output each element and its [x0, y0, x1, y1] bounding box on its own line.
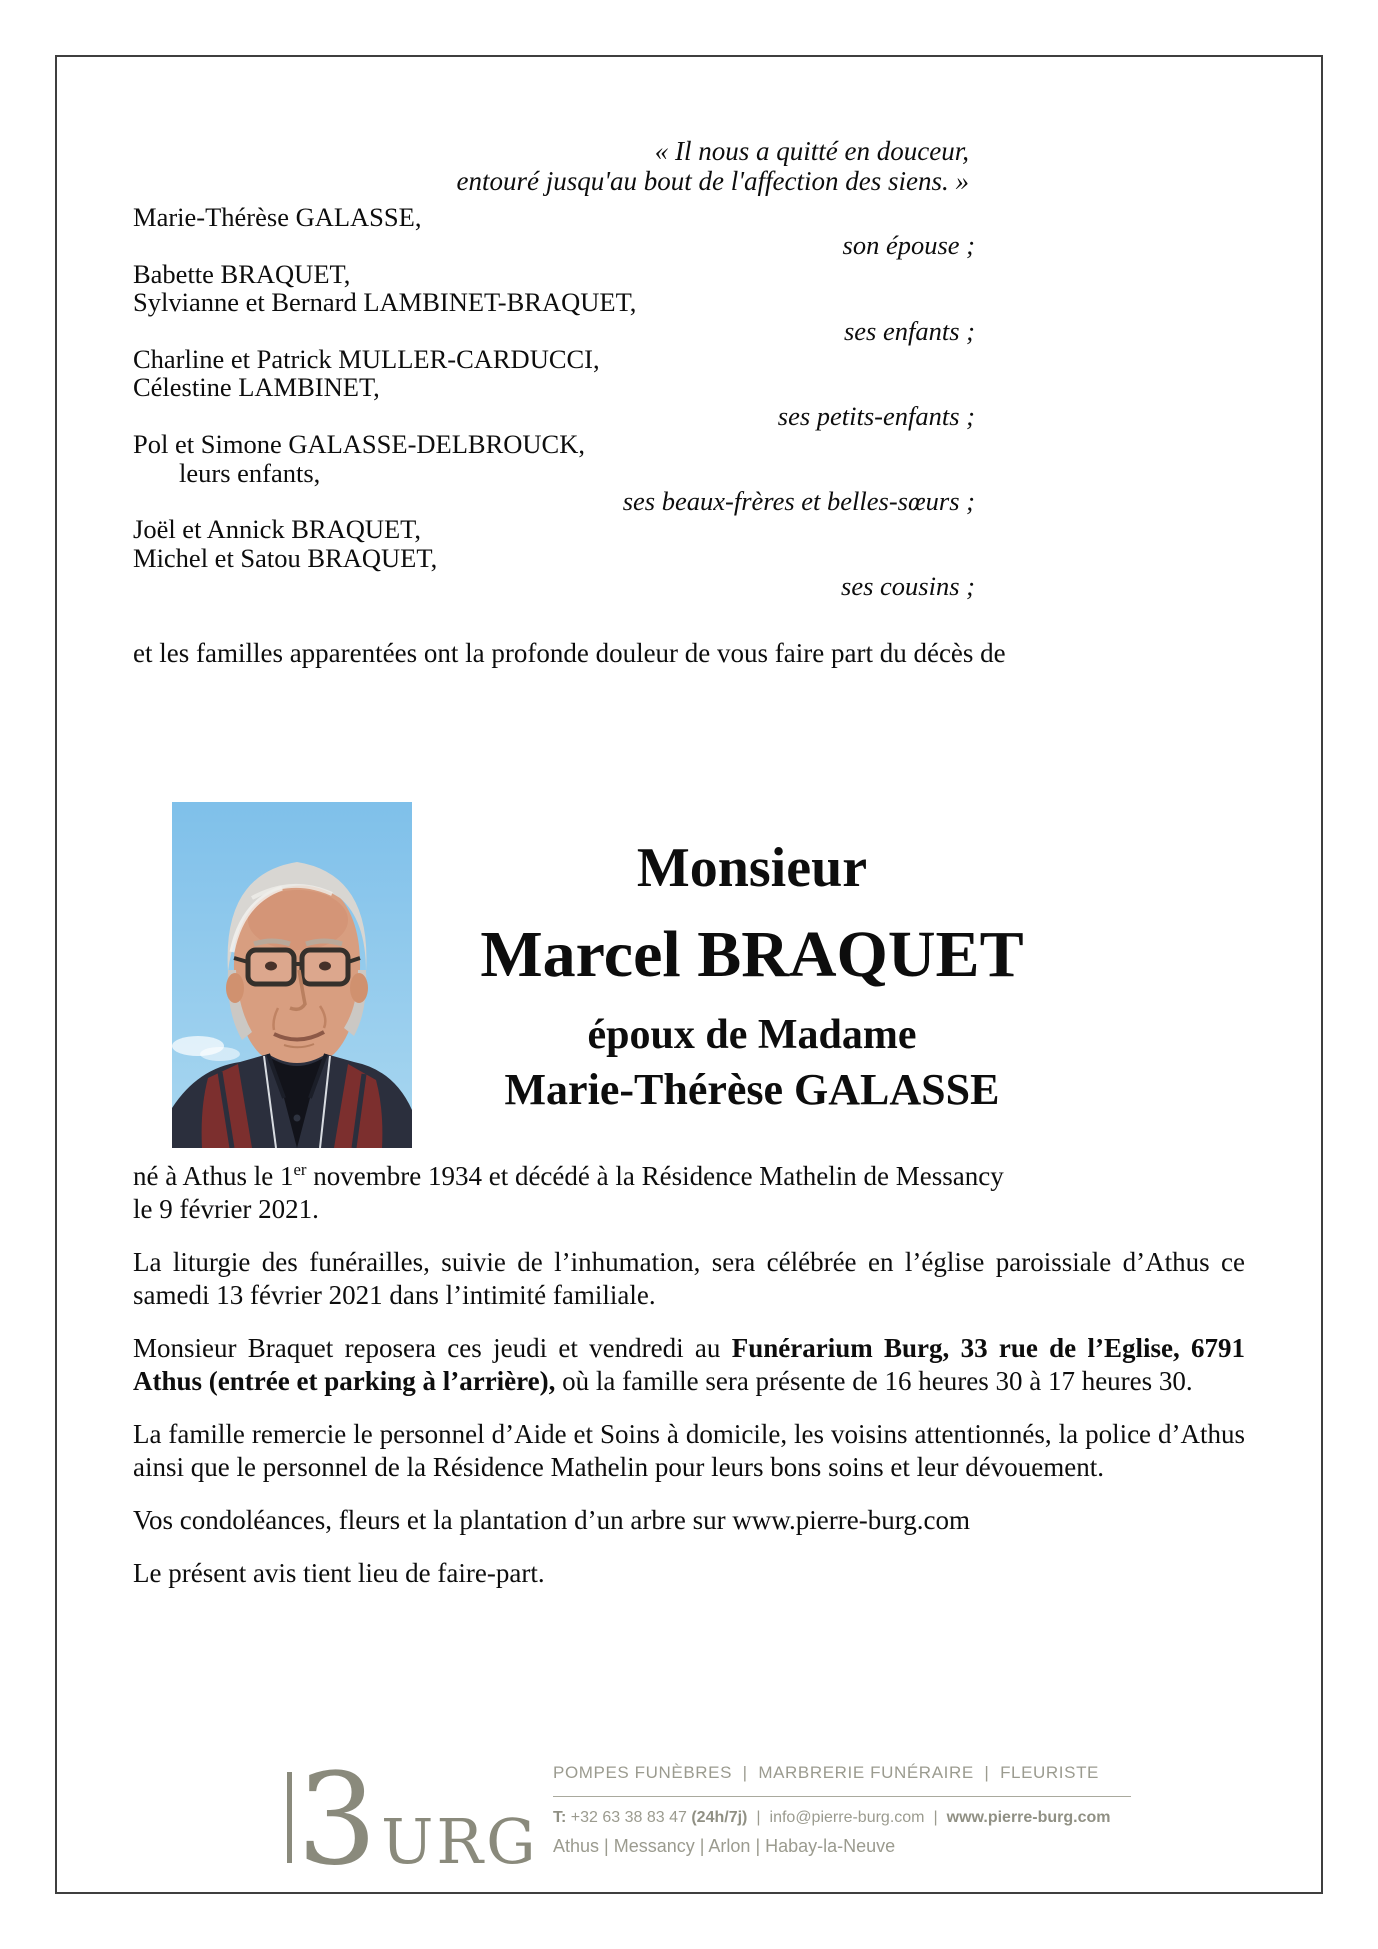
body-text [133, 1160, 1245, 1610]
logo-rest: URG [381, 1805, 539, 1878]
family-name: Charline et Patrick MULLER-CARDUCCI, [133, 344, 600, 375]
phone-number: +32 63 38 83 47 [570, 1809, 687, 1826]
birth-text: né à Athus le 1 [133, 1161, 294, 1191]
condolences-paragraph: Vos condoléances, fleurs et la plantation d’un arbre sur www.pierre-burg.com [133, 1505, 970, 1535]
family-relation: ses petits-enfants ; [777, 400, 975, 431]
portrait-photo [172, 802, 412, 1148]
hours-label: (24h/7j) [691, 1809, 748, 1826]
wake-paragraph [133, 1332, 1245, 1398]
footer-divider [553, 1796, 1131, 1797]
quote-line-2: entouré jusqu'au bout de l'affection des siens. » [456, 166, 969, 196]
funeral-home-address: Funérarium Burg, 33 rue de l’Eglise, 6791 Athus (entrée et parking à l’arrière), [133, 1333, 1246, 1396]
family-section [133, 136, 975, 601]
logo-initial: 3 [297, 1746, 378, 1893]
deceased-title-block [412, 837, 1092, 1114]
footer-contact-block [553, 1763, 1131, 1857]
separator: | [756, 1809, 761, 1826]
phone-label: T: [553, 1809, 567, 1826]
opening-quote [133, 136, 975, 196]
deceased-civility: Monsieur [636, 837, 868, 899]
family-relation: ses enfants ; [843, 315, 975, 346]
death-text: novembre 1934 et décédé à la Résidence Mathelin de Messancy [306, 1161, 1004, 1191]
email-text: info@pierre-burg.com [769, 1809, 925, 1826]
wake-hours: où la famille sera présente de 16 heures 30 à 17 heures 30. [555, 1366, 1193, 1396]
portrait-illustration [172, 802, 412, 1148]
family-name: Marie-Thérèse GALASSE, [133, 202, 422, 232]
family-relation: ses cousins ; [841, 571, 975, 602]
deceased-subtitle: époux de Madame [587, 1012, 917, 1058]
deceased-name: Marcel BRAQUET [480, 918, 1024, 991]
family-name: Célestine LAMBINET, [133, 372, 380, 403]
ordinal-superscript: er [293, 1160, 307, 1179]
announcement-line: et les familles apparentées ont la profonde douleur de vous faire part du décès de [133, 638, 1006, 668]
family-name: Joël et Annick BRAQUET, [133, 514, 422, 545]
liturgy-paragraph: La liturgie des funérailles, suivie de l’inhumation, sera célébrée en l’église paroissiale d’Athus ce samedi 13 février 2021 dans l’intimité familiale. [133, 1247, 1245, 1310]
burg-logo [287, 1746, 539, 1893]
website-text: www.pierre-burg.com [946, 1809, 1111, 1826]
birth-death-paragraph [133, 1160, 1245, 1226]
thanks-paragraph: La famille remercie le personnel d’Aide et Soins à domicile, les voisins attentionnés, la police d’Athus ainsi que le personnel de la Résidence Mathelin pour leurs bons soins et leur dévouement. [133, 1419, 1245, 1482]
family-relation: son épouse ; [842, 230, 975, 261]
separator: | [933, 1809, 938, 1826]
logo-bar [287, 1772, 292, 1863]
wake-text: Monsieur Braquet reposera ces jeudi et vendredi au [133, 1333, 732, 1363]
footer-tagline: POMPES FUNÈBRES | MARBRERIE FUNÉRAIRE | FLEURISTE [553, 1763, 1099, 1782]
deceased-spouse-name: Marie-Thérèse GALASSE [504, 1065, 1000, 1114]
family-name: Sylvianne et Bernard LAMBINET-BRAQUET, [133, 287, 637, 318]
footer-contact-line [553, 1809, 1131, 1827]
notice-paragraph: Le présent avis tient lieu de faire-part. [133, 1558, 545, 1588]
family-name: Babette BRAQUET, [133, 258, 351, 289]
family-relation: ses beaux-frères et belles-sœurs ; [622, 486, 975, 517]
family-name: leurs enfants, [179, 457, 321, 488]
family-name: Michel et Satou BRAQUET, [133, 542, 438, 573]
footer-cities: Athus | Messancy | Arlon | Habay-la-Neuve [553, 1836, 896, 1856]
family-name: Pol et Simone GALASSE-DELBROUCK, [133, 429, 585, 460]
quote-line-1: « Il nous a quitté en douceur, [654, 136, 969, 166]
death-date: le 9 février 2021. [133, 1194, 319, 1224]
